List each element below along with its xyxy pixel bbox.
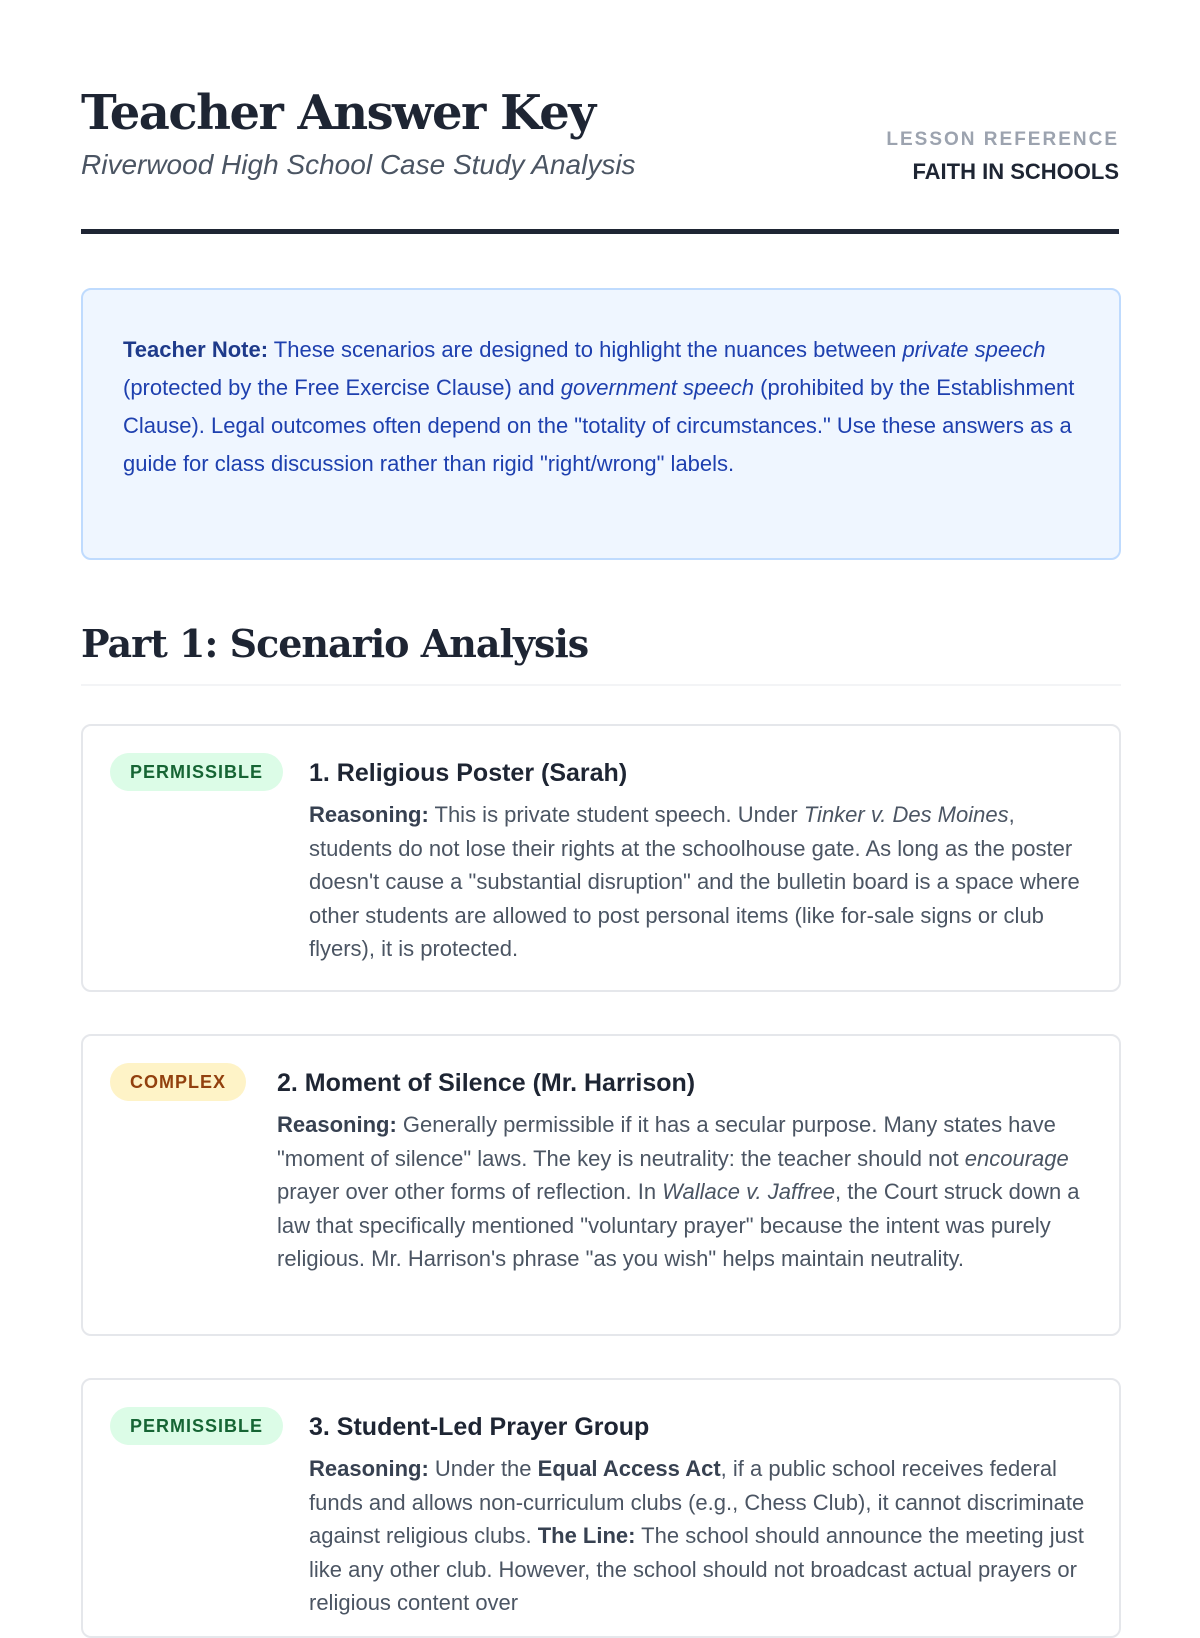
reasoning-label: Reasoning: bbox=[309, 802, 429, 827]
teacher-note-emphasis: government speech bbox=[560, 375, 754, 400]
teacher-note-text: (prohibited by the Establishment Clause). Legal outcomes often depend on the "totality of circumstances." Use these answers as a guide for class discussion rather than rigid "right/wrong" labels. bbox=[123, 375, 1075, 476]
scenario-reasoning bbox=[309, 1452, 1093, 1620]
reasoning-label: Reasoning: bbox=[309, 1456, 429, 1481]
case-citation: Tinker v. Des Moines bbox=[803, 802, 1009, 827]
reasoning-emphasis: encourage bbox=[964, 1145, 1069, 1171]
lesson-reference-label: LESSON REFERENCE bbox=[886, 129, 1119, 150]
scenario-title: 1. Religious Poster (Sarah) bbox=[309, 759, 628, 787]
page-subtitle: Riverwood High School Case Study Analysis bbox=[81, 149, 636, 180]
teacher-note-text: These scenarios are designed to highlight the nuances between bbox=[268, 337, 903, 362]
section-title: Part 1: Scenario Analysis bbox=[81, 616, 1121, 686]
scenario-card bbox=[81, 1034, 1121, 1336]
scenario-title: 2. Moment of Silence (Mr. Harrison) bbox=[277, 1069, 696, 1097]
reasoning-text: Generally permissible if it has a secular purpose. Many states have "moment of silence" laws. The key is neutrality: the teacher should not bbox=[277, 1112, 1056, 1171]
reasoning-bold: The Line: bbox=[537, 1523, 636, 1548]
scenario-card bbox=[81, 1378, 1121, 1638]
teacher-note bbox=[81, 288, 1121, 560]
scenario-title: 3. Student-Led Prayer Group bbox=[309, 1413, 650, 1441]
reasoning-text: prayer over other forms of reflection. In bbox=[277, 1179, 663, 1204]
page-header bbox=[81, 0, 1119, 234]
scenario-card bbox=[81, 724, 1121, 992]
page-title: Teacher Answer Key bbox=[81, 85, 595, 141]
reasoning-bold: Equal Access Act bbox=[537, 1456, 721, 1481]
status-badge: PERMISSIBLE bbox=[110, 1407, 283, 1445]
reasoning-label: Reasoning: bbox=[277, 1112, 397, 1137]
case-citation: Wallace v. Jaffree bbox=[662, 1179, 835, 1204]
lesson-reference bbox=[886, 128, 1119, 186]
teacher-note-label: Teacher Note: bbox=[123, 337, 269, 362]
reasoning-text: Under the bbox=[428, 1456, 538, 1481]
reasoning-text: This is private student speech. Under bbox=[428, 802, 804, 827]
scenario-reasoning bbox=[309, 798, 1093, 966]
scenario-body bbox=[309, 1408, 1093, 1620]
scenario-reasoning bbox=[277, 1108, 1093, 1276]
reasoning-text: , students do not lose their rights at the schoolhouse gate. As long as the poster doesn't cause a "substantial disruption" and the bulletin board is a space where other students are allowed to post personal items (like for-sale signs or club flyers), it is protected. bbox=[309, 802, 1080, 961]
teacher-note-emphasis: private speech bbox=[902, 337, 1046, 362]
reasoning-text: , if a public school receives federal funds and allows non-curriculum clubs (e.g., Chess Club), it cannot discriminate against religious clubs. bbox=[309, 1456, 1085, 1548]
scenario-body bbox=[277, 1064, 1093, 1276]
reasoning-text: , the Court struck down a law that specifically mentioned "voluntary prayer" because the intent was purely religious. Mr. Harrison's phrase "as you wish" helps maintain neutrality. bbox=[277, 1179, 1080, 1271]
lesson-reference-value: FAITH IN SCHOOLS bbox=[912, 159, 1119, 184]
scenario-body bbox=[309, 754, 1093, 966]
reasoning-text: The school should announce the meeting just like any other club. However, the school should not broadcast actual prayers or religious content over bbox=[309, 1523, 1084, 1615]
status-badge: COMPLEX bbox=[110, 1063, 246, 1101]
teacher-note-text: (protected by the Free Exercise Clause) and bbox=[123, 375, 561, 400]
status-badge: PERMISSIBLE bbox=[110, 753, 283, 791]
